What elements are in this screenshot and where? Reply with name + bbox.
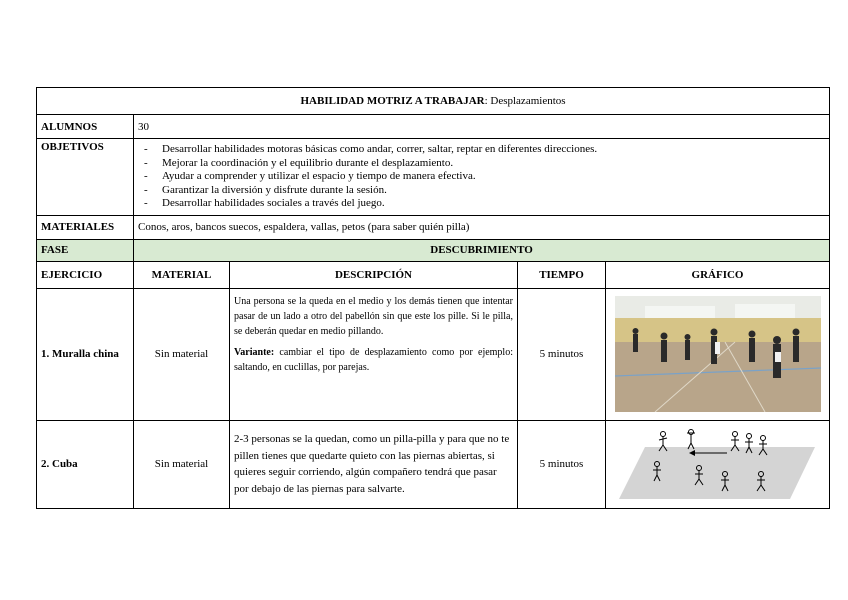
col-grafico: GRÁFICO xyxy=(606,261,830,288)
exercise-material: Sin material xyxy=(134,288,230,420)
exercise-name: 2. Cuba xyxy=(37,420,134,508)
col-material: MATERIAL xyxy=(134,261,230,288)
col-ejercicio: EJERCICIO xyxy=(37,261,134,288)
variant-text: cambiar el tipo de desplazamiento como por ejemplo: saltando, en cuclillas, por parejas. xyxy=(234,346,513,373)
skill-header xyxy=(37,88,830,115)
gym-photo xyxy=(615,296,821,412)
exercise-description: Una persona se la queda en el medio y los demás tienen que intentar pasar de un lado a otro del pabellón sin que este los pille. Si le pilla, se deberán quedar en medio pillando. xyxy=(234,295,513,337)
stick-figure-diagram xyxy=(615,427,821,501)
exercise-material: Sin material xyxy=(134,420,230,508)
exercise-graphic-cell xyxy=(606,288,830,420)
exercise-description-cell xyxy=(230,288,518,420)
table-row xyxy=(37,420,830,508)
exercise-description: 2-3 personas se la quedan, como un pilla-pilla y para que no te pillen tienes que quedarte quieto con las piernas abiertas, si quieres seguir corriendo, algún compañero tendrá que pasar por debajo de las piernas para salvarte. xyxy=(230,420,518,508)
skill-header-separator: : xyxy=(484,95,488,107)
exercise-graphic-cell xyxy=(606,420,830,508)
exercise-variant xyxy=(234,345,513,375)
col-tiempo: TIEMPO xyxy=(518,261,606,288)
table-row xyxy=(37,288,830,420)
alumnos-label: ALUMNOS xyxy=(37,115,134,139)
objetivo-item: - Ayudar a comprender y utilizar el espacio y tiempo de manera efectiva. xyxy=(138,170,825,184)
materiales-label: MATERIALES xyxy=(37,215,134,239)
objetivos-label: OBJETIVOS xyxy=(37,139,134,216)
skill-header-value: Desplazamientos xyxy=(487,95,566,107)
col-descripcion: DESCRIPCIÓN xyxy=(230,261,518,288)
exercise-time: 5 minutos xyxy=(518,420,606,508)
objetivo-item: - Desarrollar habilidades sociales a través del juego. xyxy=(138,197,825,211)
objetivos-list xyxy=(138,143,825,211)
objetivos-cell xyxy=(134,139,830,216)
session-table xyxy=(36,87,830,509)
fase-value: DESCUBRIMIENTO xyxy=(134,239,830,261)
objetivo-item: - Garantizar la diversión y disfrute durante la sesión. xyxy=(138,184,825,198)
objetivo-item: - Mejorar la coordinación y el equilibrio durante el desplazamiento. xyxy=(138,157,825,171)
variant-label: Variante: xyxy=(234,346,275,358)
materiales-value: Conos, aros, bancos suecos, espaldera, vallas, petos (para saber quién pilla) xyxy=(134,215,830,239)
exercise-time: 5 minutos xyxy=(518,288,606,420)
skill-header-label: HABILIDAD MOTRIZ A TRABAJAR xyxy=(300,95,485,107)
fase-label: FASE xyxy=(37,239,134,261)
alumnos-value: 30 xyxy=(134,115,830,139)
objetivo-item: - Desarrollar habilidades motoras básicas como andar, correr, saltar, reptar en diferentes direcciones. xyxy=(138,143,825,157)
exercise-name: 1. Muralla china xyxy=(37,288,134,420)
